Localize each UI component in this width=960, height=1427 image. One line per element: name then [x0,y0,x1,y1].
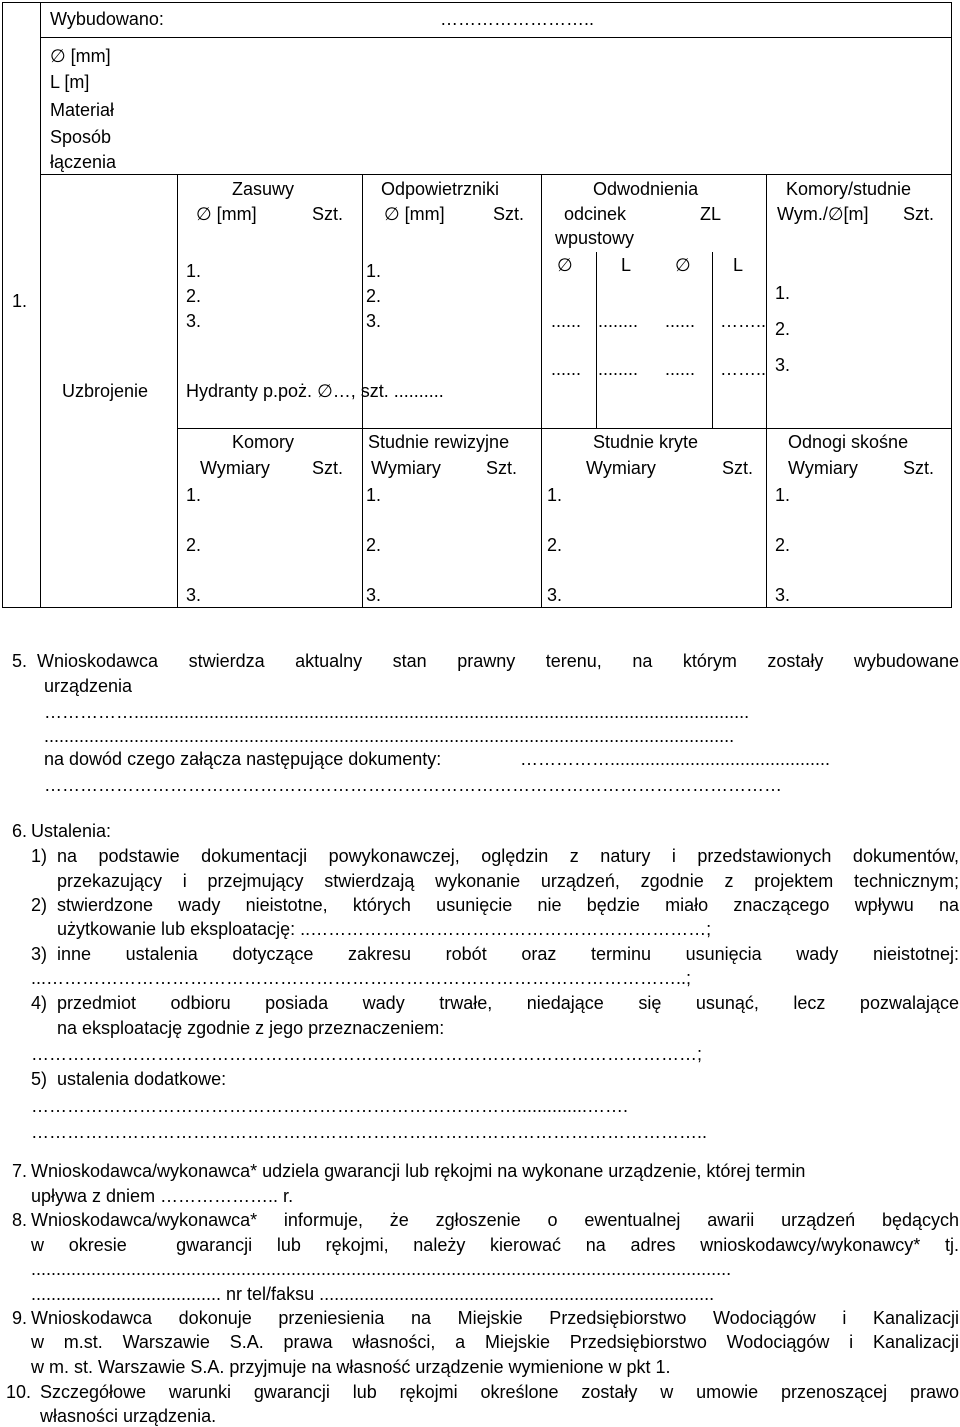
odpow-n2: 2. [366,286,382,306]
b-komory-n1: 1. [186,485,202,505]
komory-szt: Szt. [903,204,935,224]
s9-l3: w m. st. Warszawie S.A. przyjmuje na własność urządzenie wymienione w pkt 1. [31,1357,671,1377]
s7-l2: upływa z dniem ……………….. r. [31,1186,294,1206]
komory-wym: Wym./∅[m] [777,204,869,224]
s6-i3-l1: inne ustalenia dotyczące zakresu robót oraz terminu usunięcia wady nieistotnej: [57,944,959,964]
s6-title: Ustalenia: [31,821,112,841]
s6-i5-l2: ………………………………………………………………………..............……. [31,1096,629,1116]
komory-n3: 3. [775,355,791,375]
odw-dots-1c: ...... [665,311,696,331]
odw-dots-2d: …….. [720,359,767,379]
label-method: Sposób [50,127,112,147]
studnie-rewizyjne-header: Studnie rewizyjne [368,432,510,452]
s6-i5-num: 5) [31,1069,48,1089]
s6-i1-num: 1) [31,846,48,866]
komory-studnie-header: Komory/studnie [786,179,912,199]
label-length: L [m] [50,72,90,92]
odpow-szt: Szt. [493,204,525,224]
odw-dots-1a: ...... [551,311,582,331]
zl-label: ZL [700,204,722,224]
hydranty-label: Hydranty p.poż. ∅…, szt. .......... [186,381,444,401]
s7-num: 7. [12,1161,28,1181]
s6-i2-l1: stwierdzone wady nieistotne, których usunięcie nie będzie miało znaczącego wpływu na [57,895,959,915]
zasuwy-diameter: ∅ [mm] [196,204,257,224]
studnie-kryte-header: Studnie kryte [593,432,699,452]
odw-dots-2c: ...... [665,359,696,379]
s6-i1-l1: na podstawie dokumentacji powykonawczej, oględzin z natury i przedstawionych dokumentów, [57,846,959,866]
label-diameter: ∅ [mm] [50,46,111,66]
s6-i4-l1: przedmiot odbioru posiada wady trwałe, niedające się usunąć, lecz pozwalające [57,993,959,1013]
s9-l1: Wnioskodawca dokonuje przeniesienia na Miejskie Przedsiębiorstwo Wodociągów i Kanalizacji [31,1308,959,1328]
s6-i3-l2: ...……………………………………………………………………………………………..; [31,968,692,988]
odpow-n3: 3. [366,311,382,331]
rewizyjne-szt: Szt. [486,458,518,478]
s6-i4-num: 4) [31,993,48,1013]
s6-i3-num: 3) [31,944,48,964]
s5-line3: na dowód czego załącza następujące dokumenty: [44,749,442,769]
odpow-n1: 1. [366,261,382,281]
built-dots: …………………….. [440,9,595,29]
zasuwy-n2: 2. [186,286,202,306]
b-odnogi-n3: 3. [775,585,791,605]
uzbrojenie-label: Uzbrojenie [62,381,149,401]
s7-l1: Wnioskodawca/wykonawca* udziela gwarancji lub rękojmi na wykonane urządzenie, której termin [31,1161,806,1181]
odpowietrzniki-header: Odpowietrzniki [381,179,500,199]
s6-i4-l2: na eksploatację zgodnie z jego przeznaczeniem: [57,1018,445,1038]
row-number: 1. [12,291,28,311]
b-rewiz-n2: 2. [366,535,382,555]
b-kryte-n2: 2. [547,535,563,555]
b-rewiz-n1: 1. [366,485,382,505]
s6-i5-l1: ustalenia dodatkowe: [57,1069,227,1089]
b-komory-n2: 2. [186,535,202,555]
odnogi-szt: Szt. [903,458,935,478]
odw-dots-1b: ........ [598,311,639,331]
odw-dots-2a: ...... [551,359,582,379]
s5-dots2: .......................................................................................................................................... [44,726,735,746]
kryte-wymiary: Wymiary [586,458,656,478]
s5-dots1: ……………........................................................................................................................... [44,702,750,722]
s9-l2: w m.st. Warszawie S.A. prawa własności, a Miejskie Przedsiębiorstwo Wodociągów i Kanalizacji [31,1332,959,1352]
odwodnienia-header: Odwodnienia [593,179,699,199]
b-rewiz-n3: 3. [366,585,382,605]
rewizyjne-wymiary: Wymiary [371,458,441,478]
s10-l1: Szczegółowe warunki gwarancji lub rękojmi określone zostały w umowie przenoszącej prawo [40,1382,959,1402]
kryte-szt: Szt. [722,458,754,478]
komory-n2: 2. [775,319,791,339]
s5-num: 5. [12,651,28,671]
s6-i2-num: 2) [31,895,48,915]
s6-i1-l2: przekazujący i przejmujący stwierdzają wykonanie urządzeń, zgodnie z projektem technicznym; [57,871,959,891]
s10-l2: własności urządzenia. [40,1406,217,1426]
komory-wymiary: Wymiary [200,458,270,478]
s5-dots4: …………………………………………………………………………………………………………… [44,775,782,795]
built-label: Wybudowano: [50,9,164,29]
s8-l4: ...................................... nr tel/faksu ............................................................................... [31,1284,715,1304]
label-joining: łączenia [50,152,117,172]
zasuwy-n1: 1. [186,261,202,281]
label-material: Materiał [50,100,115,120]
b-odnogi-n2: 2. [775,535,791,555]
s5-line2: urządzenia [44,676,133,696]
b-kryte-n1: 1. [547,485,563,505]
s8-l2: w okresie gwarancji lub rękojmi, należy kierować na adres wnioskodawcy/wykonawcy* tj. [31,1235,959,1255]
komory-n1: 1. [775,283,791,303]
s6-i5-l3: ………………………………………………………………………………………………….. [31,1122,708,1142]
odw-dots-1d: …….. [720,311,767,331]
s6-i4-l3: …………………………………………………………………………………………………; [31,1044,703,1064]
b-odnogi-n1: 1. [775,485,791,505]
komory-szt2: Szt. [312,458,344,478]
zasuwy-szt: Szt. [312,204,344,224]
odpow-diameter: ∅ [mm] [384,204,445,224]
wpustowy-label: wpustowy [555,228,635,248]
odnogi-wymiary: Wymiary [788,458,858,478]
odcinek-label: odcinek [564,204,627,224]
odw-l-2: L [733,255,744,275]
s6-i2-l2: użytkowanie lub eksploatację: ..…………………………………………………………; [57,919,712,939]
b-kryte-n3: 3. [547,585,563,605]
s5-dots3: ……………............................................ [520,749,831,769]
b-komory-n3: 3. [186,585,202,605]
s8-l3: ............................................................................................................................................ [31,1259,732,1279]
zasuwy-header: Zasuwy [232,179,295,199]
s10-num: 10. [6,1382,32,1402]
s6-num: 6. [12,821,28,841]
odw-l-1: L [621,255,632,275]
s8-num: 8. [12,1210,28,1230]
odw-dia-2: ∅ [675,255,691,275]
komory-header: Komory [232,432,295,452]
odnogi-header: Odnogi skośne [788,432,909,452]
odw-dots-2b: ........ [598,359,639,379]
s9-num: 9. [12,1308,28,1328]
s8-l1: Wnioskodawca/wykonawca* informuje, że zgłoszenie o ewentualnej awarii urządzeń będących [31,1210,959,1230]
zasuwy-n3: 3. [186,311,202,331]
odw-dia-1: ∅ [557,255,573,275]
s5-line1: Wnioskodawca stwierdza aktualny stan prawny terenu, na którym zostały wybudowane [37,651,959,671]
